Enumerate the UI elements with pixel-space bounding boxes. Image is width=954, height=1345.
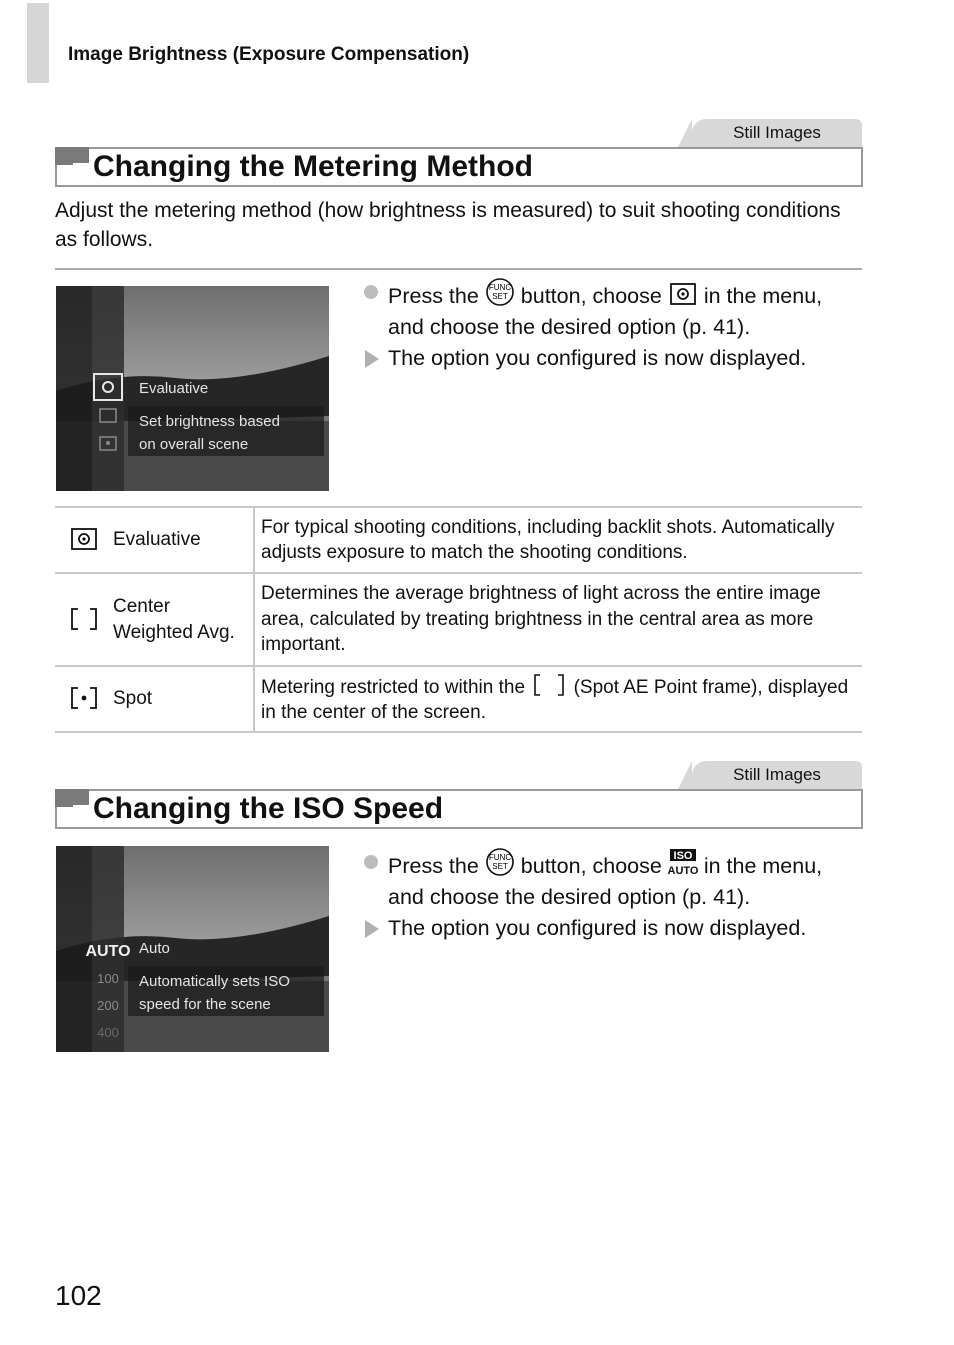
divider [55, 268, 862, 270]
option-description: Determines the average brightness of light across the entire image area, calculated by treating brightness in the central area as more important. [254, 573, 862, 666]
sidebar-bar [27, 3, 49, 83]
option-name: Center Weighted Avg. [113, 573, 254, 666]
iso-auto-icon [668, 847, 698, 877]
metering-options-table [55, 506, 862, 733]
table-row [55, 507, 862, 573]
svg-text:SET: SET [492, 292, 508, 301]
section-heading [55, 789, 863, 829]
table-row [55, 573, 862, 666]
step-item: Press the FUNC SET button, choose in the menu, and choose the desired option (p. 41). [361, 277, 861, 343]
still-images-tab: Still Images [692, 761, 862, 789]
still-images-tab: Still Images [692, 119, 862, 147]
screen-desc-line1: Set brightness based [139, 413, 280, 430]
func-set-button-icon [485, 847, 515, 877]
option-name: Spot [113, 666, 254, 732]
heading-marker [73, 147, 89, 163]
option-description: For typical shooting conditions, including backlit shots. Automatically adjusts exposure to match the shooting conditions. [254, 507, 862, 573]
heading-marker [73, 789, 89, 805]
result-arrow [365, 920, 379, 938]
steps [361, 277, 861, 374]
section-title: Changing the ISO Speed [93, 792, 444, 825]
heading-marker [55, 147, 73, 165]
svg-text:ISO: ISO [673, 850, 693, 862]
step-result: The option you configured is now displayed. [361, 913, 861, 944]
iso-item: 400 [97, 1025, 119, 1040]
screen-desc-line2: on overall scene [139, 436, 249, 453]
bullet-dot [364, 855, 378, 869]
camera-screen-photo [56, 846, 329, 1052]
svg-text:AUTO: AUTO [667, 865, 698, 877]
steps [361, 847, 861, 944]
page-number: 102 [55, 1280, 102, 1311]
camera-screen-svg [56, 286, 329, 491]
spot-metering-icon [69, 685, 99, 711]
running-head: Image Brightness (Exposure Compensation) [68, 44, 470, 65]
heading-marker [55, 789, 73, 807]
evaluative-metering-icon [69, 526, 99, 552]
table-row [55, 666, 862, 732]
iso-item: AUTO [85, 943, 131, 960]
svg-text:FUNC: FUNC [488, 853, 511, 862]
section-heading [55, 147, 863, 187]
option-name: Evaluative [113, 507, 254, 573]
screen-desc-line2: speed for the scene [139, 996, 271, 1013]
iso-item: 100 [97, 971, 119, 986]
func-set-button-icon [485, 277, 515, 307]
step-result: The option you configured is now displayed. [361, 343, 861, 374]
intro-text: Adjust the metering method (how brightness is measured) to suit shooting conditions as follows. [55, 199, 841, 251]
camera-screen-photo [56, 286, 329, 491]
screen-desc-line1: Automatically sets ISO [139, 973, 290, 990]
step-item: Press the FUNC SET button, choose ISO AUTO in the menu, and choose the desired option (p. 41). [361, 847, 861, 913]
metering-icon [668, 281, 698, 307]
screen-option: Evaluative [139, 380, 209, 397]
iso-item: 200 [97, 998, 119, 1013]
center-weighted-metering-icon [69, 606, 99, 632]
spot-ae-frame-icon [530, 673, 568, 697]
svg-text:FUNC: FUNC [488, 283, 511, 292]
camera-screen-svg [56, 846, 329, 1052]
section-title: Changing the Metering Method [93, 150, 533, 183]
svg-text:SET: SET [492, 862, 508, 871]
screen-option: Auto [139, 940, 170, 957]
bullet-dot [364, 285, 378, 299]
result-arrow [365, 350, 379, 368]
option-description: Metering restricted to within the (Spot AE Point frame), displayed in the center of the screen. [254, 666, 862, 732]
